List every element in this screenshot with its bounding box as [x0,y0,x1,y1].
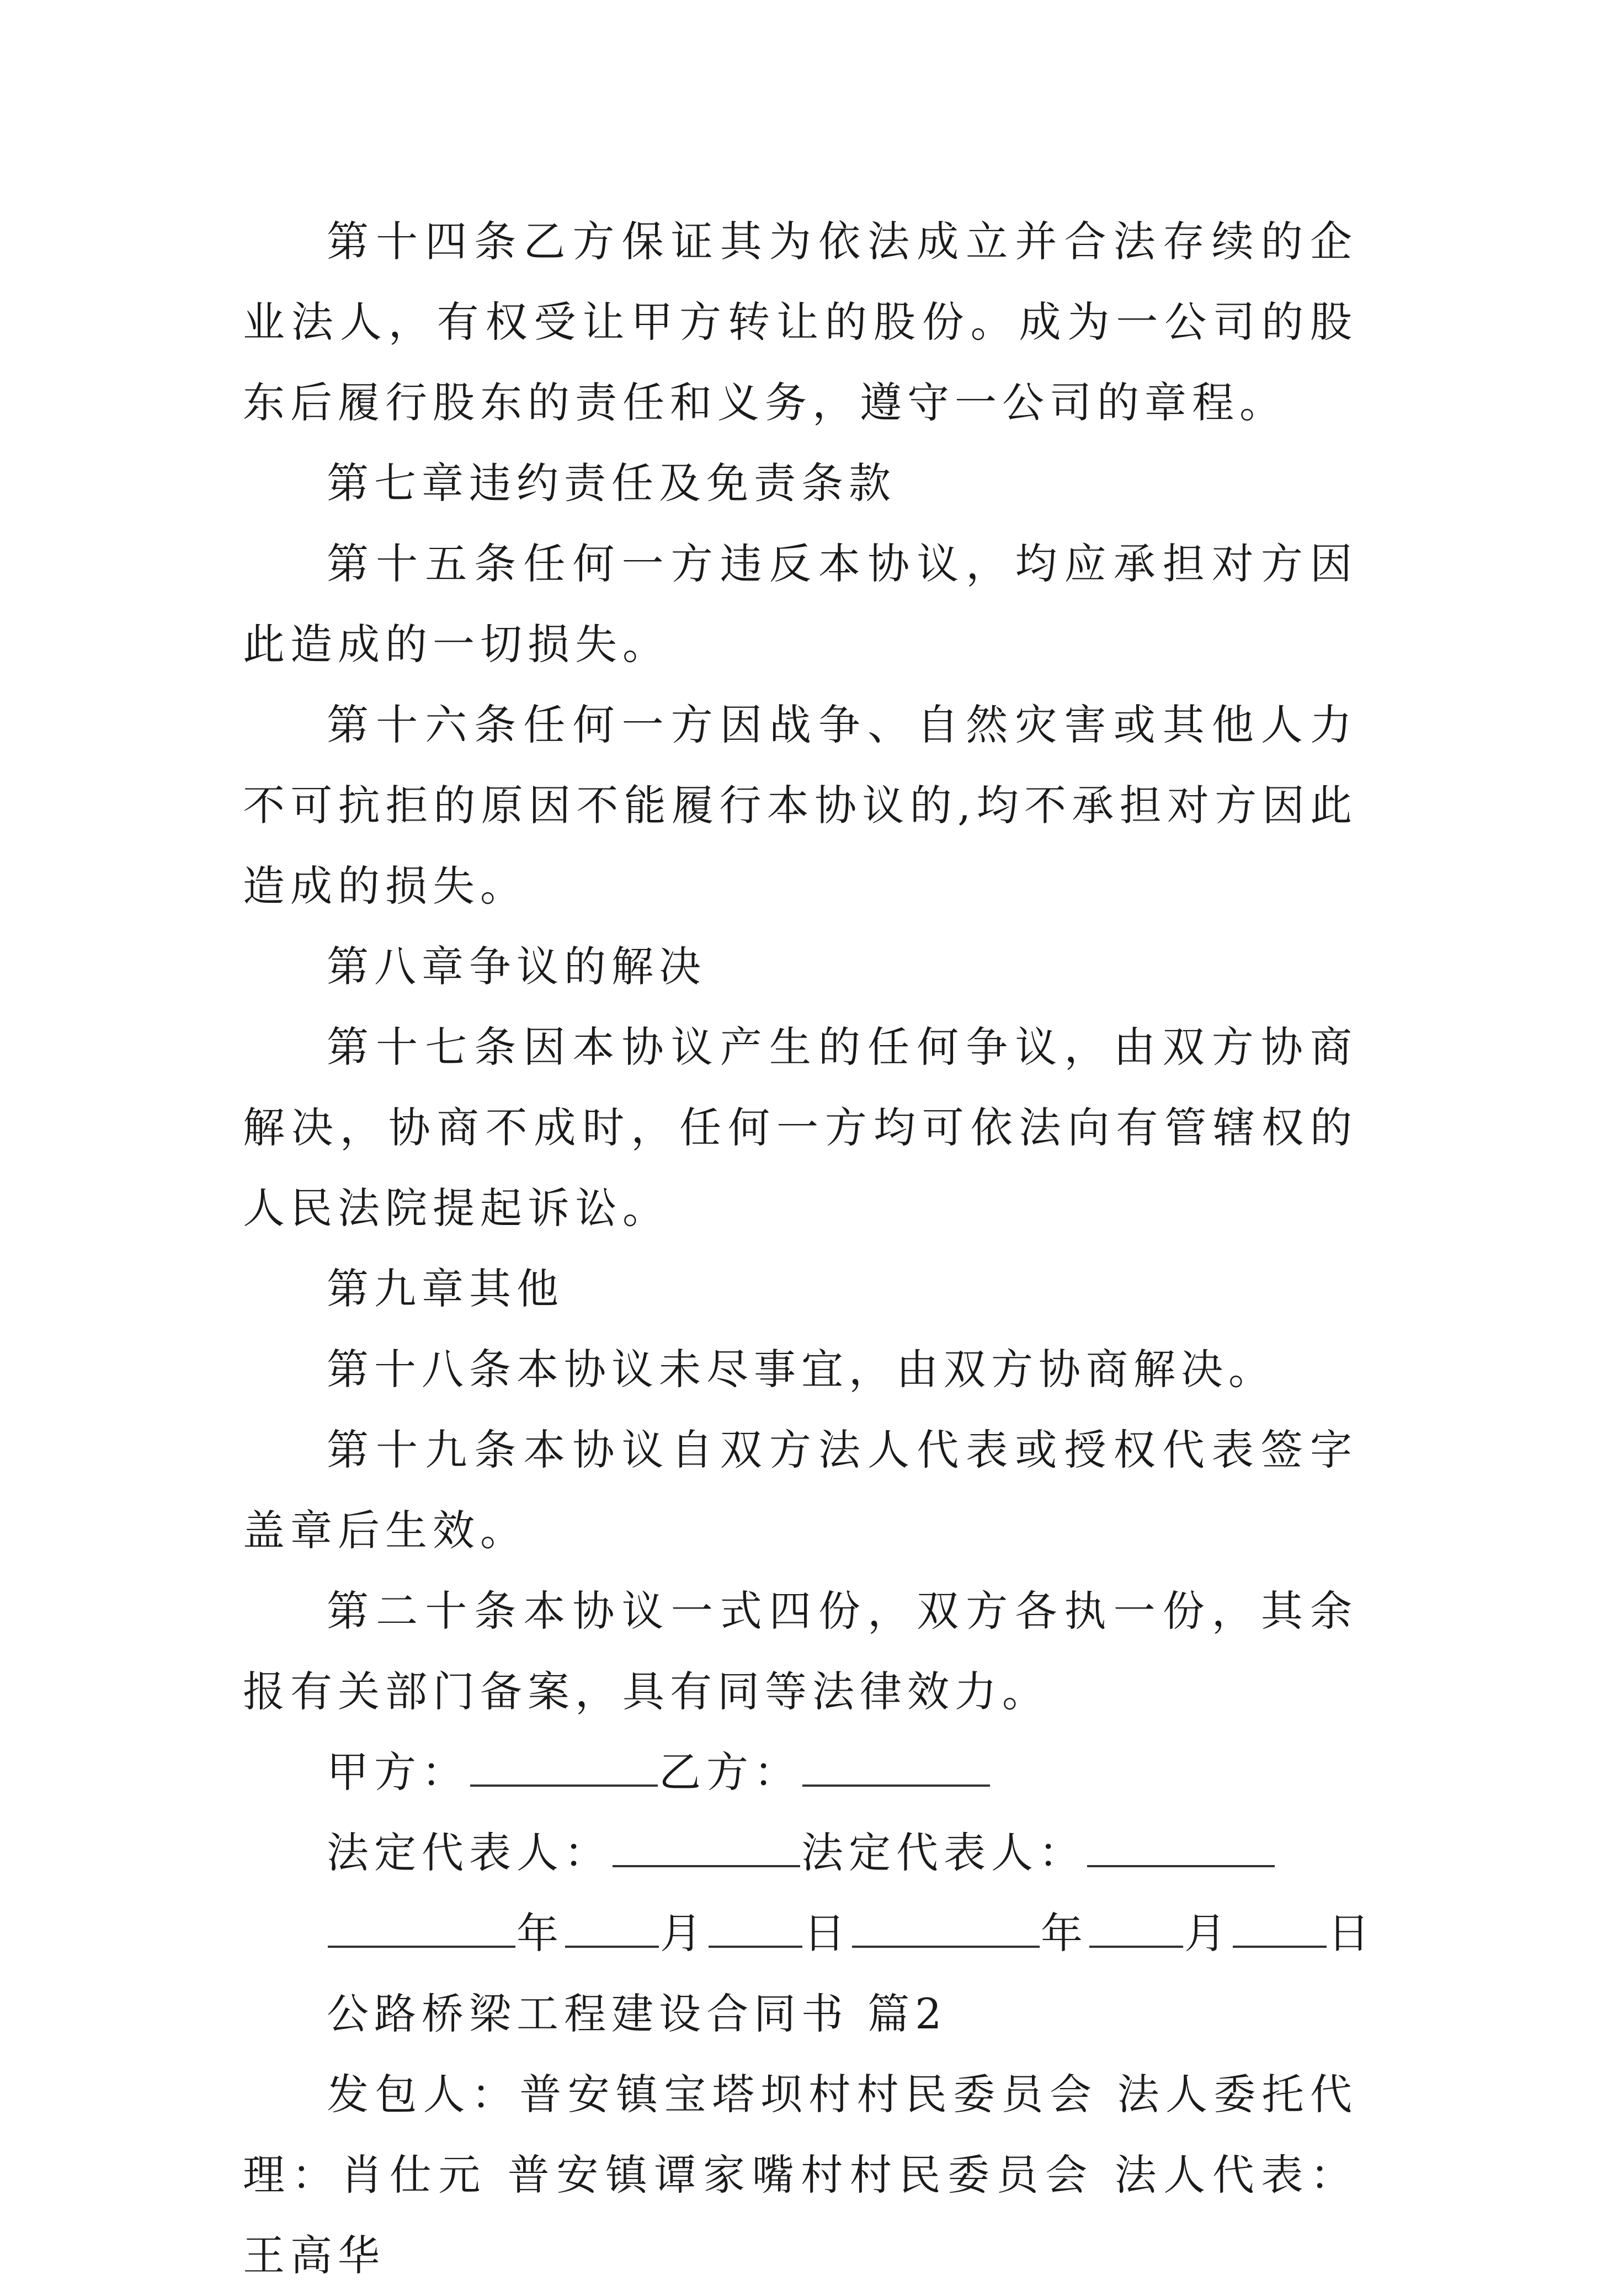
date-a-month-label: 月 [660,1909,707,1958]
rep-a-label: 法定代表人： [327,1828,611,1877]
date-a-month-blank [565,1907,659,1948]
clause-16: 第十六条任何一方因战争、自然灾害或其他人力不可抗拒的原因不能履行本协议的,均不承担对方因此造成的损失。 [243,700,1358,910]
date-b-year-label: 年 [1041,1909,1088,1958]
rep-b-label: 法定代表人： [801,1828,1086,1877]
party-b-label: 乙方： [659,1748,801,1797]
date-b-day-label: 日 [1328,1909,1375,1958]
rep-a-blank [613,1826,800,1867]
date-a-year-label: 年 [517,1909,564,1958]
date-line [243,1893,1375,1974]
clause-15: 第十五条任何一方违反本协议，均应承担对方因此造成的一切损失。 [243,539,1358,669]
chapter-9-heading: 第九章其他 [327,1264,564,1313]
date-b-year-blank [852,1907,1040,1948]
clause-18: 第十八条本协议未尽事宜，由双方协商解决。 [327,1345,1276,1394]
chapter-7-heading: 第七章违约责任及免责条款 [327,459,896,508]
party-a-blank [470,1746,658,1787]
date-a-day-blank [709,1907,802,1948]
chapter-8-heading: 第八章争议的解决 [327,942,706,991]
clause-14: 第十四条乙方保证其为依法成立并合法存续的企业法人，有权受让甲方转让的股份。成为一公司的股东后履行股东的责任和义务，遵守一公司的章程。 [243,217,1358,427]
rep-b-blank [1087,1826,1275,1867]
date-b-month-label: 月 [1184,1909,1232,1958]
party-a-label: 甲方： [327,1748,469,1797]
party-signature-line [243,1732,1358,1813]
contract-parties-paragraph: 发包人：普安镇宝塔坝村村民委员会 法人委托代理：肖仕元 普安镇谭家嘴村村民委员会 法人代表：王高华 [243,2070,1358,2280]
clause-17: 第十七条因本协议产生的任何争议，由双方协商解决，协商不成时，任何一方均可依法向有管辖权的人民法院提起诉讼。 [243,1022,1358,1233]
date-a-day-label: 日 [803,1909,851,1958]
clause-19: 第十九条本协议自双方法人代表或授权代表签字盖章后生效。 [243,1425,1358,1555]
date-b-day-blank [1233,1907,1327,1948]
document-body [243,201,1375,2296]
date-b-month-blank [1089,1907,1183,1948]
clause-20: 第二十条本协议一式四份，双方各执一份，其余报有关部门备案，具有同等法律效力。 [243,1586,1358,1716]
party-b-blank [802,1746,990,1787]
section-title: 公路桥梁工程建设合同书 篇2 [327,1989,947,2038]
representative-signature-line [243,1813,1358,1893]
date-a-year-blank [328,1907,515,1948]
